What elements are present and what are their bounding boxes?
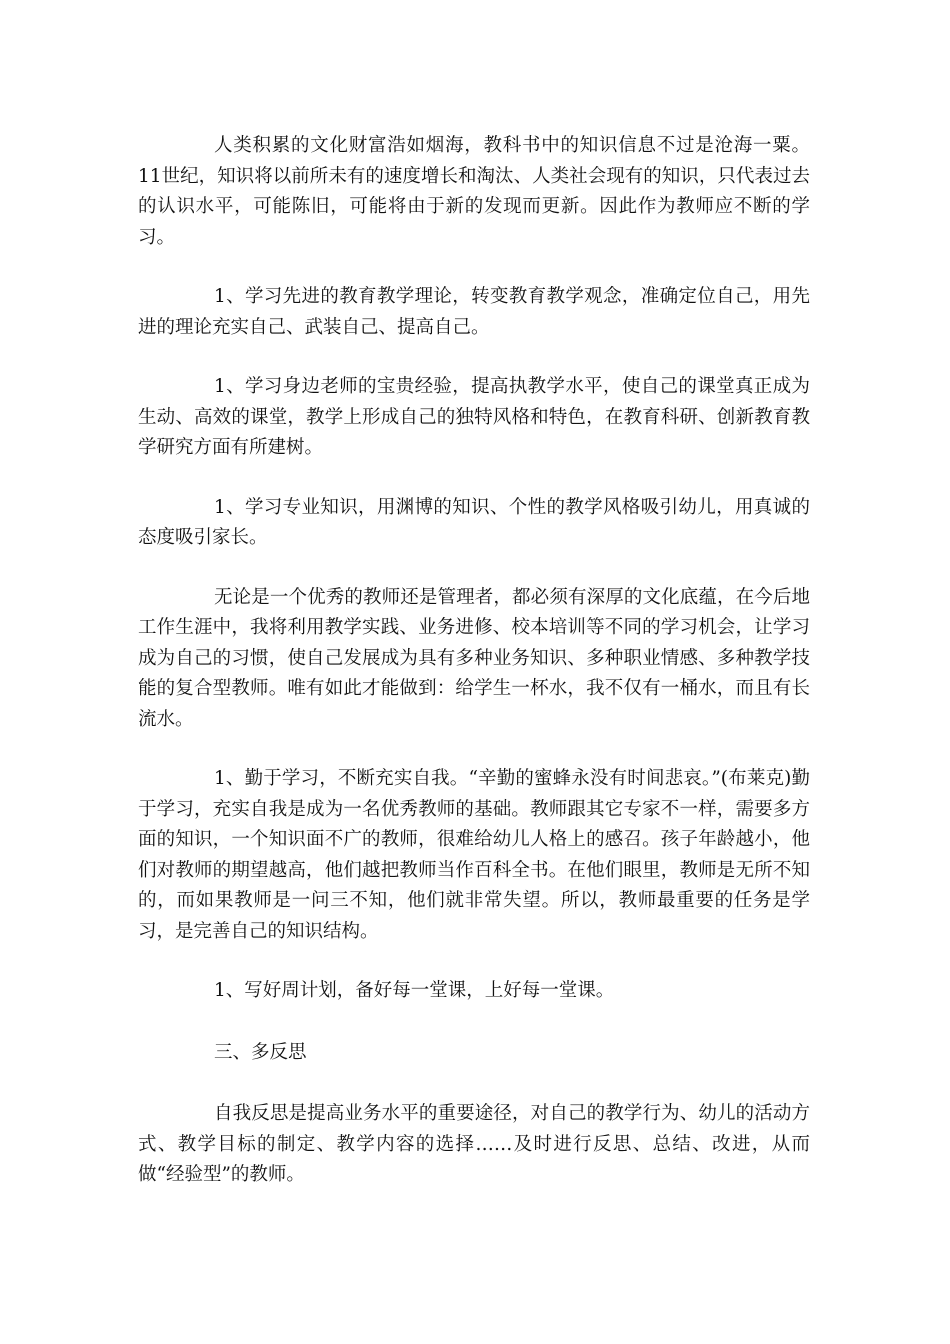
paragraph-weekly-plan: 1、写好周计划，备好每一堂课，上好每一堂课。 [214,980,615,1001]
paragraph-theory: 1、学习先进的教育教学理论，转变教育教学观念，准确定位自己，用先进的理论充实自己、武装自己、提高自己。 [138,286,810,338]
document-body [138,131,810,1220]
paragraph-self-reflection: 自我反思是提高业务水平的重要途径，对自己的教学行为、幼儿的活动方式、教学目标的制定、教学内容的选择……及时进行反思、总结、改进，从而做“经验型”的教师。 [138,1103,810,1185]
paragraph-professional-knowledge: 1、学习专业知识，用渊博的知识、个性的教学风格吸引幼儿，用真诚的态度吸引家长。 [138,496,810,548]
paragraph-learning-intro: 人类积累的文化财富浩如烟海，教科书中的知识信息不过是沧海一粟。11世纪，知识将以前所未有的速度增长和淘汰、人类社会现有的知识，只代表过去的认识水平，可能陈旧，可能将由于新的发现而更新。因此作为教师应不断的学习。 [138,135,810,248]
paragraph-diligent-study: 1、勤于学习，不断充实自我。“辛勤的蜜蜂永没有时间悲哀。”(布莱克)勤于学习，充实自我是成为一名优秀教师的基础。教师跟其它专家不一样，需要多方面的知识，一个知识面不广的教师，很难给幼儿人格上的感召。孩子年龄越小，他们对教师的期望越高，他们越把教师当作百科全书。在他们眼里，教师是无所不知的，而如果教师是一问三不知，他们就非常失望。所以，教师最重要的任务是学习，是完善自己的知识结构。 [138,768,810,942]
paragraph-experience: 1、学习身边老师的宝贵经验，提高执教学水平，使自己的课堂真正成为生动、高效的课堂，教学上形成自己的独特风格和特色，在教育科研、创新教育教学研究方面有所建树。 [138,376,810,458]
paragraph-cultural-foundation: 无论是一个优秀的教师还是管理者，都必须有深厚的文化底蕴，在今后地工作生涯中，我将利用教学实践、业务进修、校本培训等不同的学习机会，让学习成为自己的习惯，使自己发展成为具有多种业务知识、多种职业情感、多种教学技能的复合型教师。唯有如此才能做到：给学生一杯水，我不仅有一桶水，而且有长流水。 [138,586,810,730]
section-heading-reflection: 三、多反思 [214,1041,307,1063]
